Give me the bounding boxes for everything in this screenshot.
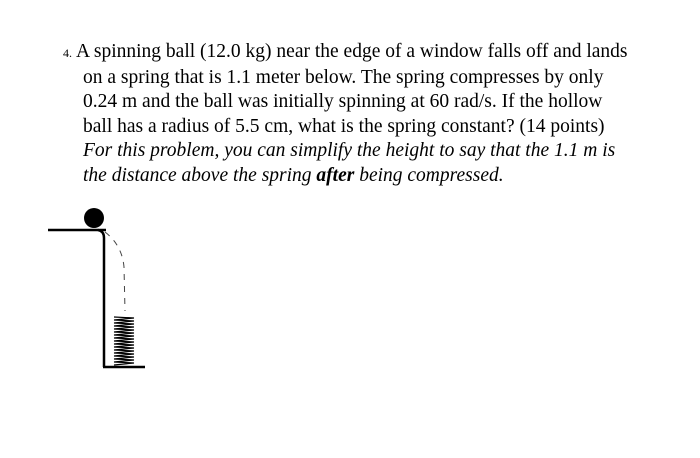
note-line-2-after: being compressed. (354, 164, 504, 186)
problem-line-2: on a spring that is 1.1 meter below. The spring compresses by only (83, 66, 604, 88)
fall-path (105, 232, 125, 311)
note-line-1: For this problem, you can simplify the height to say that the 1.1 m is (83, 140, 616, 161)
problem-line-4: ball has a radius of 5.5 cm, what is the spring constant? (14 points) (83, 115, 605, 137)
problem-text (63, 40, 683, 188)
wall-line (98, 230, 104, 367)
note-line-2-before: the distance above the spring (83, 164, 317, 186)
problem-line-1 (63, 40, 683, 66)
problem-line-3: 0.24 m and the ball was initially spinning at 60 rad/s. If the hollow (83, 91, 603, 112)
note-emphasis: after (316, 164, 355, 186)
problem-text-line-1: A spinning ball (12.0 kg) near the edge of a window falls off and lands (76, 41, 628, 62)
note-line-2 (63, 164, 683, 189)
spring (114, 317, 134, 365)
problem-number: 4. (63, 46, 72, 60)
ball-spring-diagram (46, 205, 156, 375)
ball (84, 208, 104, 228)
